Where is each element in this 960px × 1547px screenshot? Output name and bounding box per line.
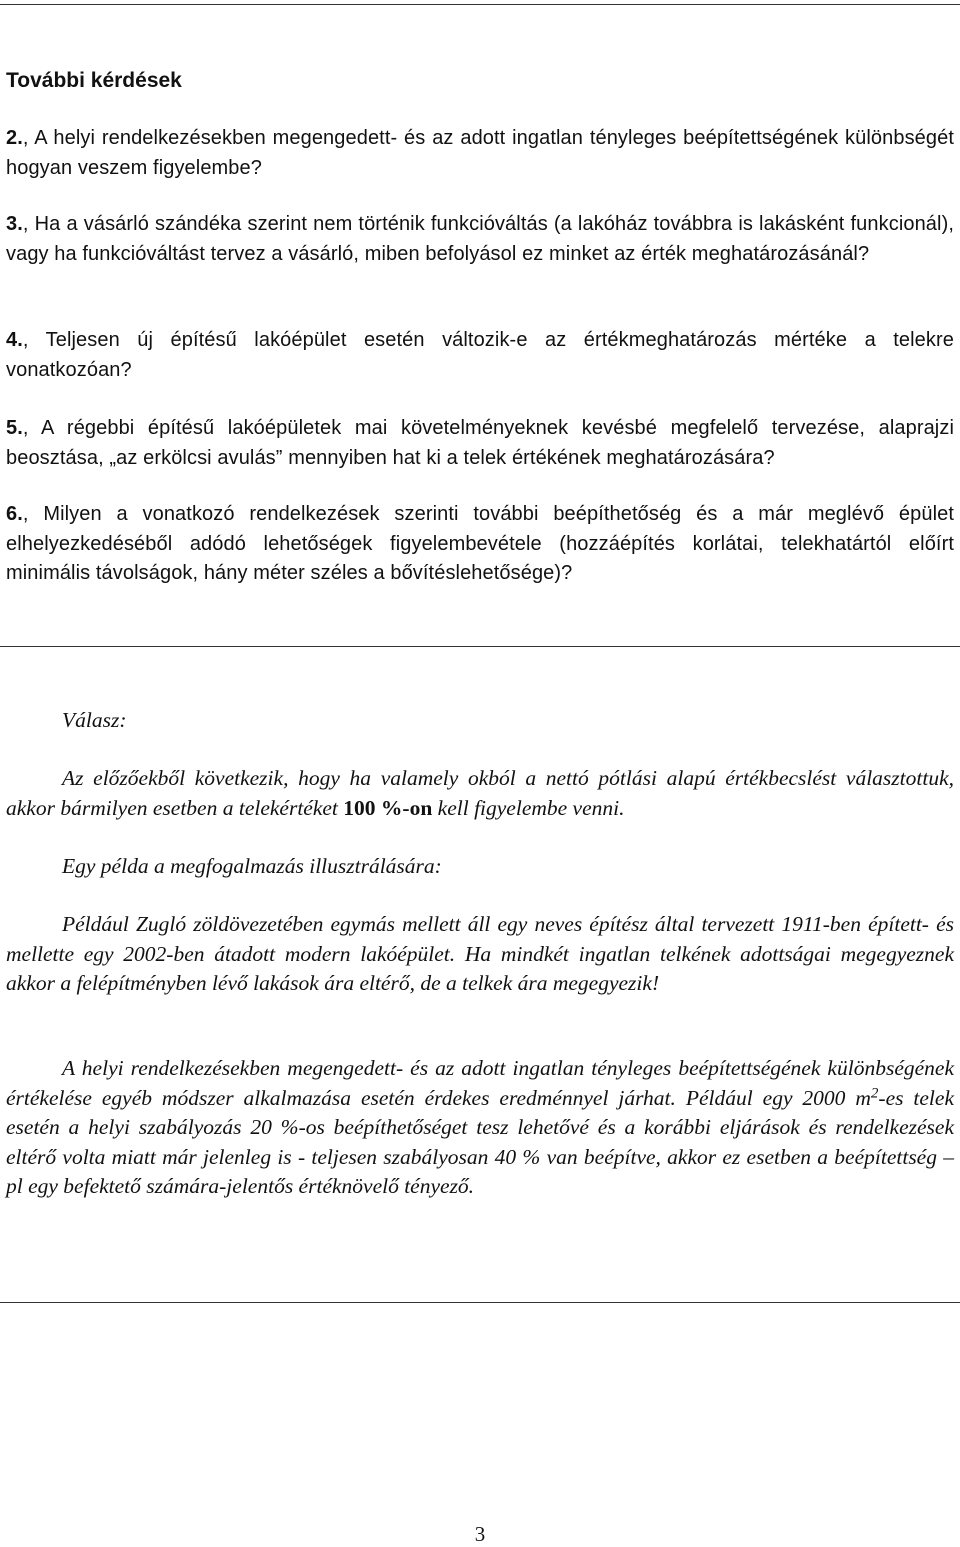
question-4: [6, 326, 954, 385]
page-number: 3: [474, 1522, 486, 1546]
superscript: 2: [870, 1084, 879, 1101]
answer-p3-text: A helyi rendelkezésekben megengedett- és az adott ingatlan tényleges beépítettségének különbségének értékelése egyéb módszer alkalmazása esetén érdekes eredménnyel járhat. Például egy 2000 m: [6, 1056, 954, 1110]
question-number: 6.: [6, 503, 23, 525]
question-text: , Teljesen új építésű lakóépület esetén változik-e az értékmeghatározás mértéke a telekre vonatkozóan?: [6, 329, 954, 381]
question-text: , A régebbi építésű lakóépületek mai követelményeknek kevésbé megfelelő tervezése, alaprajzi beosztása, „az erkölcsi avulás” mennyiben hat ki a telek értékének meghatározására?: [6, 417, 954, 469]
question-text: , Milyen a vonatkozó rendelkezések szerinti további beépíthetőség és a már meglévő épület elhelyezkedéséből adódó lehetőségek figyelembevétele (hozzáépítés korlátai, telekhatártól előírt minimális távolságok, hány méter széles a bővítéslehetősége)?: [6, 503, 954, 584]
middle-divider: [0, 646, 960, 647]
question-number: 3.: [6, 213, 23, 235]
question-text: , Ha a vásárló szándéka szerint nem történik funkcióváltás (a lakóház továbbra is lakásként funkcionál), vagy ha funkcióváltást tervez a vásárló, miben befolyásol ez minket az érték meghatározásánál?: [6, 213, 954, 265]
answer-p3-tail: -es telek esetén a helyi szabályozás 20 %-os beépíthetőséget tesz lehetővé és a korábbi eljárások és rendelkezések eltérő volta miatt már jelenleg is - teljesen szabályosan 40 % van beépítve, akkor ez esetben a beépítettség –pl egy befektető számára-jelentős értéknövelő tényező.: [6, 1085, 954, 1198]
question-2: [6, 124, 954, 183]
answer-label: Válasz:: [62, 708, 127, 732]
answer-p1-tail: kell figyelembe venni.: [432, 795, 625, 820]
answer-p1-emphasis: 100 %-on: [343, 795, 433, 820]
question-number: 2.: [6, 127, 23, 149]
question-6: [6, 500, 954, 589]
question-5: [6, 414, 954, 473]
question-3: [6, 210, 954, 269]
section-heading: További kérdések: [6, 69, 182, 92]
answer-paragraph-2: Például Zugló zöldövezetében egymás mellett áll egy neves építész által tervezett 1911-ben épített- és mellette egy 2002-ben átadott modern lakóépület. Ha mindkét ingatlan telkének adottságai megegyeznek akkor a felépítményben lévő lakások ára eltérő, de a telkek ára megegyezik!: [6, 912, 954, 995]
question-number: 5.: [6, 417, 23, 439]
answer-paragraph-3: [6, 1054, 954, 1202]
example-label: Egy példa a megfogalmazás illusztrálására:: [62, 854, 442, 878]
answer-p1-text: Az előzőekből következik, hogy ha valamely okból a nettó pótlási alapú értékbecslést választottuk, akkor bármilyen esetben a telekértéket: [6, 766, 954, 820]
question-number: 4.: [6, 329, 23, 351]
question-text: , A helyi rendelkezésekben megengedett- és az adott ingatlan tényleges beépítettségének különbségét hogyan veszem figyelembe?: [6, 127, 954, 179]
top-divider: [0, 4, 960, 5]
answer-paragraph-1: [6, 764, 954, 823]
bottom-divider: [0, 1302, 960, 1303]
